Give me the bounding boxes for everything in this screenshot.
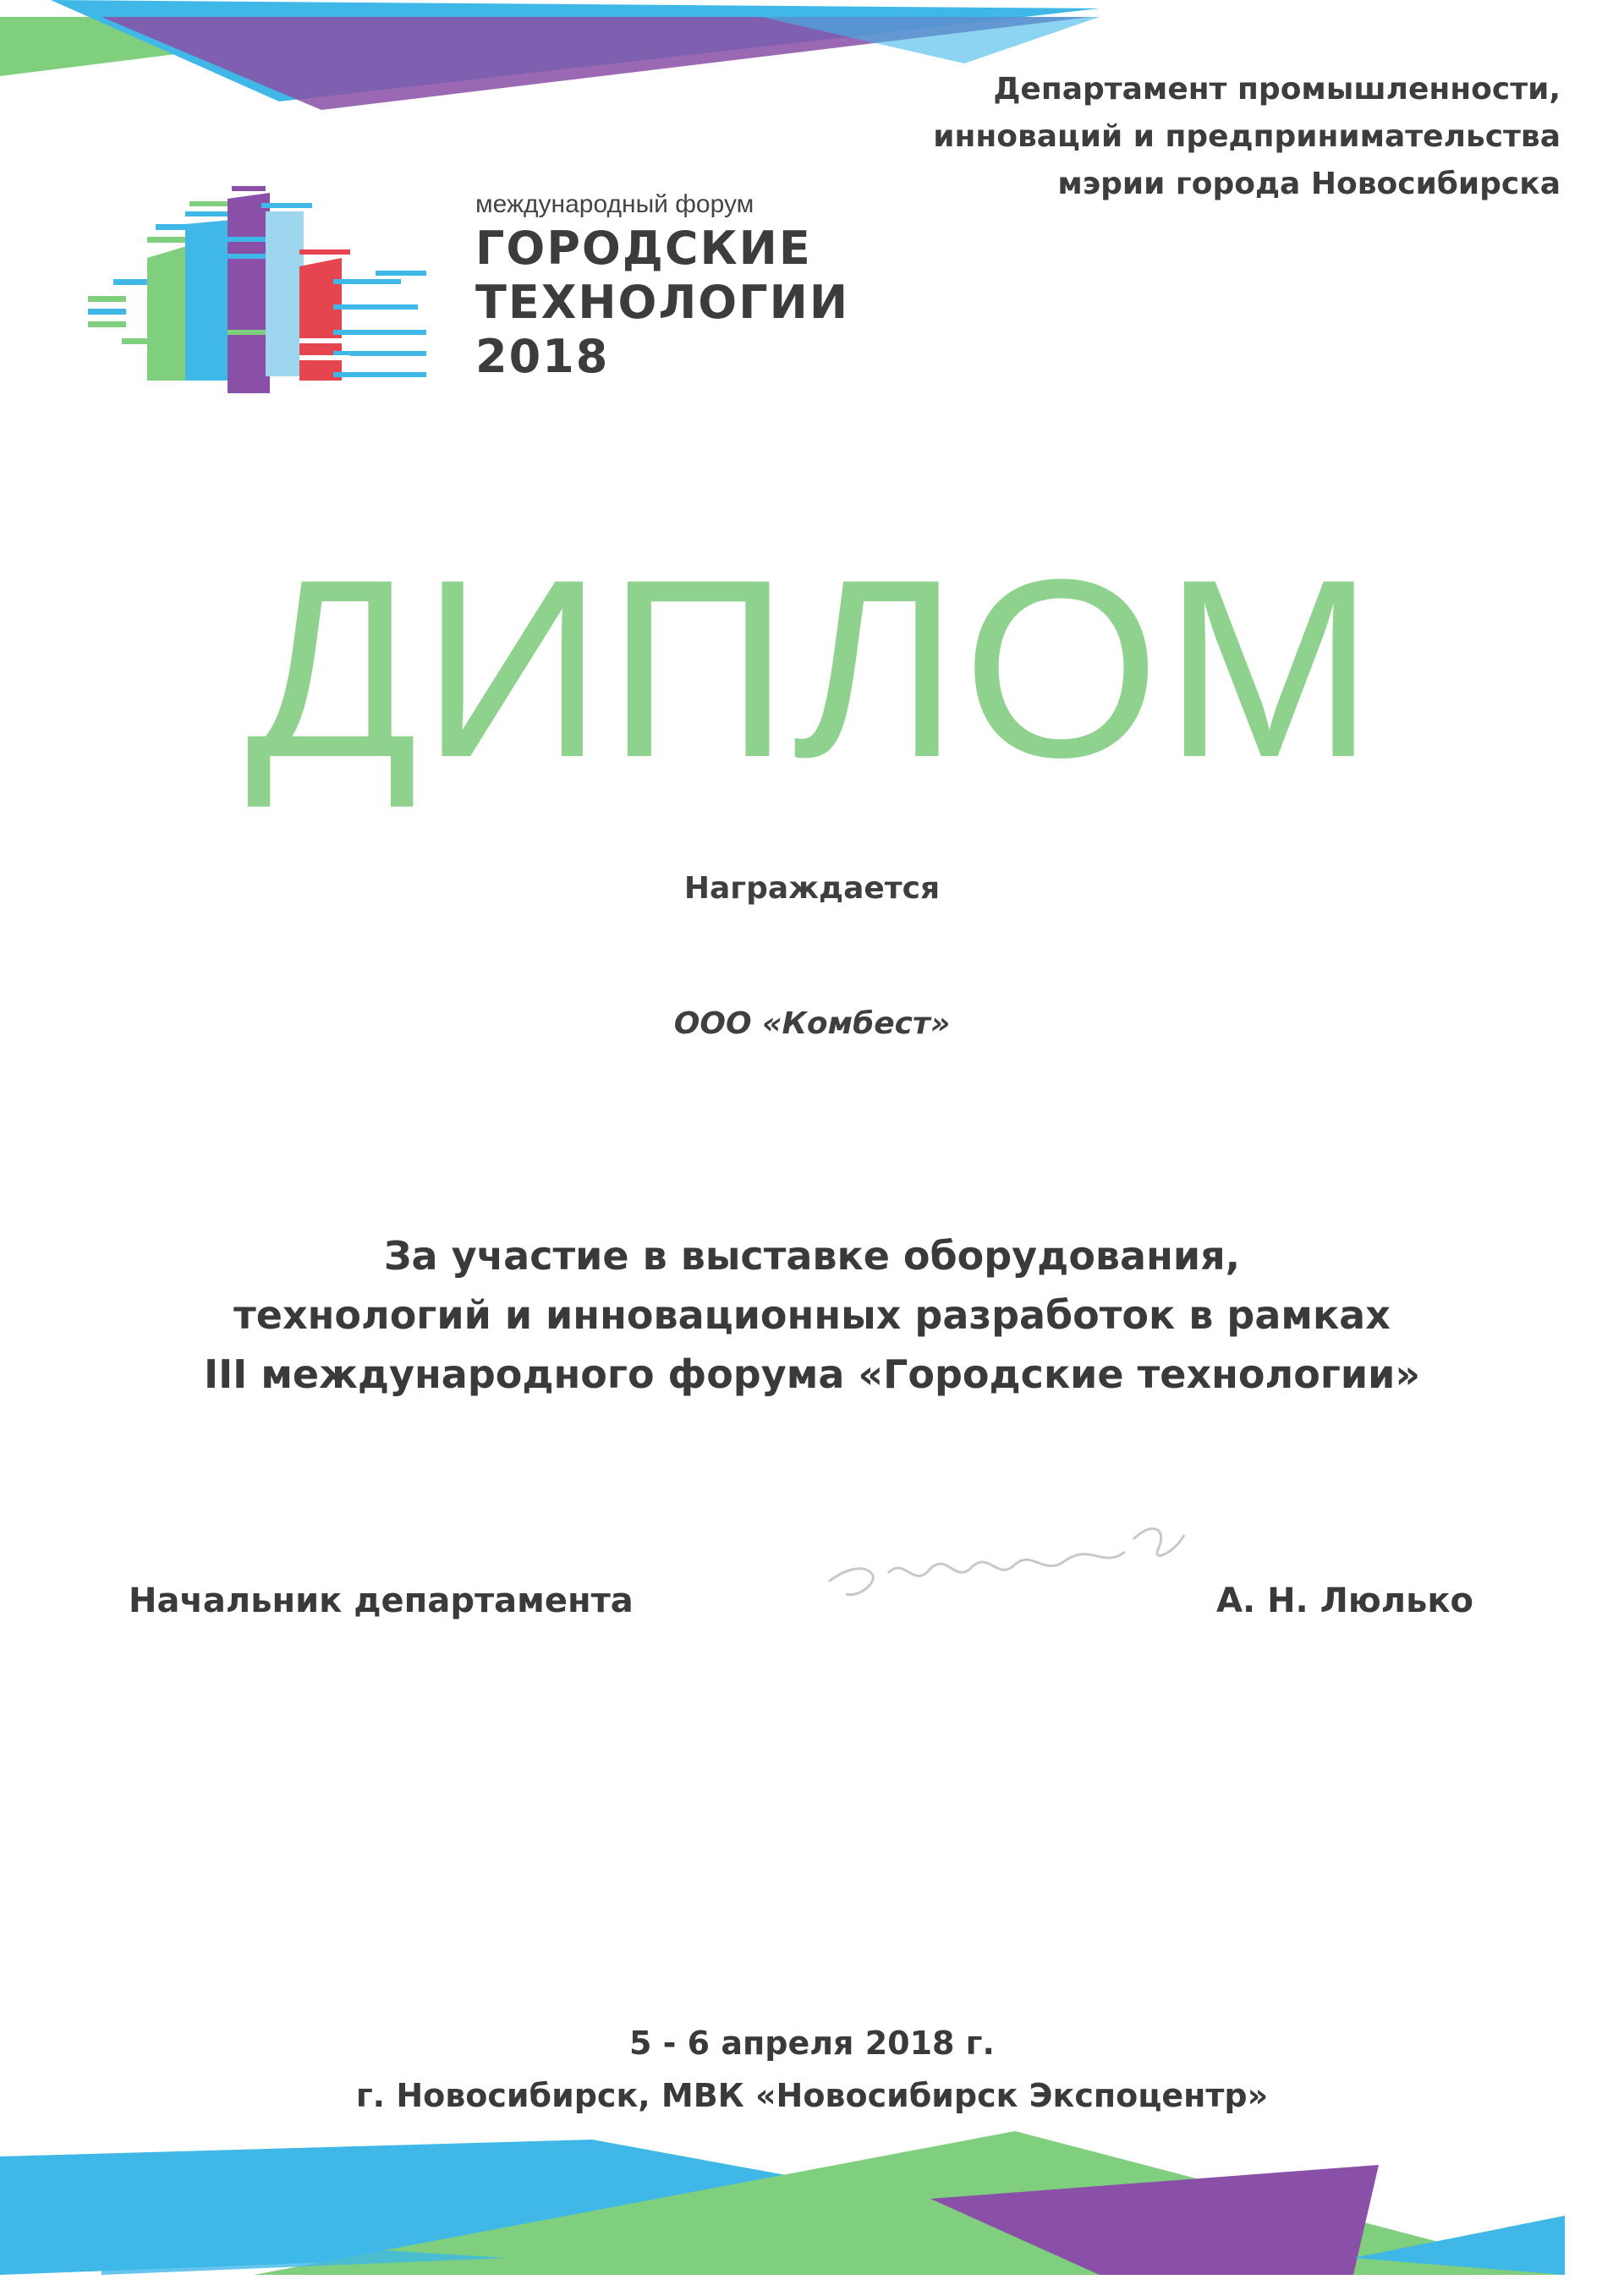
signer-name: А. Н. Люлько: [1215, 1581, 1473, 1620]
department-line-3: мэрии города Новосибирска: [1057, 167, 1561, 201]
event-dates: 5 - 6 апреля 2018 г.: [629, 2025, 995, 2062]
logo-title-line-1: ГОРОДСКИЕ: [475, 222, 812, 275]
logo-kicker: международный форум: [475, 190, 754, 218]
event-location: г. Новосибирск, МВК «Новосибирск Экспоцентр»: [355, 2077, 1269, 2114]
department-header: [799, 66, 1561, 208]
reason-line-2: технологий и инновационных разработок в рамках: [233, 1292, 1391, 1338]
reason-line-3: III международного форума «Городские технологии»: [203, 1351, 1421, 1397]
awardee-name: ООО «Комбест»: [673, 1006, 951, 1041]
logo-year: 2018: [475, 330, 610, 383]
awarded-label: Награждается: [683, 871, 941, 906]
diploma-title: ДИПЛОМ: [245, 526, 1379, 810]
forum-logo-icon: [88, 186, 435, 406]
handwritten-signature: [812, 1488, 1252, 1615]
department-line-1: Департамент промышленности,: [993, 72, 1561, 107]
award-reason: [135, 1226, 1489, 1404]
bottom-decorative-band: [0, 2106, 1624, 2296]
logo-title-line-2: ТЕХНОЛОГИИ: [475, 276, 850, 329]
department-line-2: инноваций и предпринимательства: [933, 119, 1561, 154]
signer-position: Начальник департамента: [129, 1581, 634, 1620]
forum-logo-text: [475, 188, 898, 384]
reason-line-1: За участие в выставке оборудования,: [383, 1233, 1241, 1279]
